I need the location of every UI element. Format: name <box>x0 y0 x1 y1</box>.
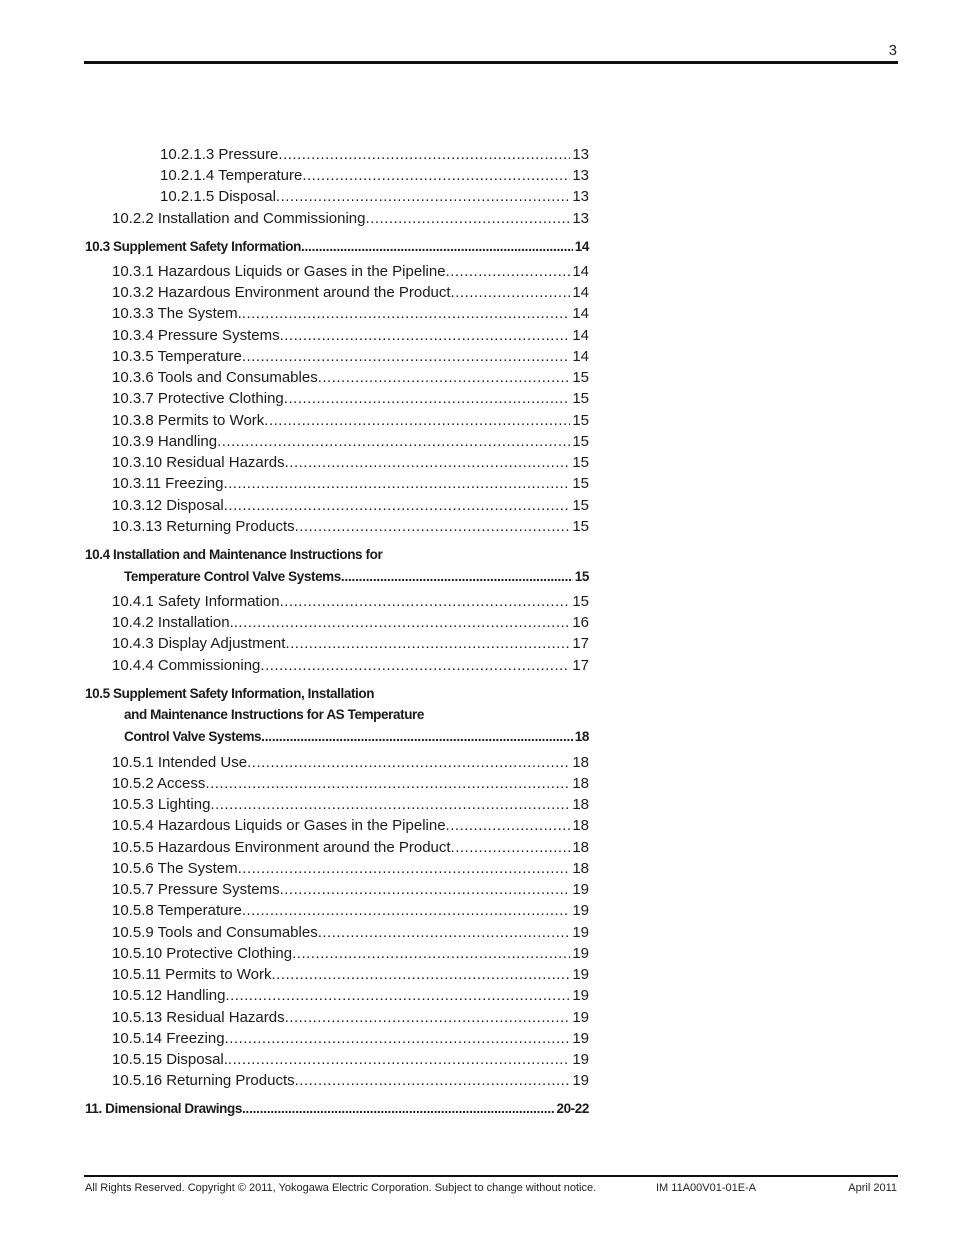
toc-entry-page: 14 <box>572 284 589 301</box>
toc-entry[interactable] <box>112 614 589 631</box>
dot-leader <box>242 1101 555 1116</box>
toc-entry-page: 15 <box>572 433 589 450</box>
toc-entry-page: 19 <box>572 966 589 983</box>
toc-entry[interactable] <box>112 754 589 771</box>
toc-entry[interactable] <box>112 263 589 280</box>
toc-entry-page: 15 <box>572 369 589 386</box>
toc-entry-title: 10.4.2 Installation. <box>112 614 234 631</box>
toc-entry-title: 10.3.11 Freezing <box>112 475 224 492</box>
toc-entry-page: 13 <box>572 188 589 205</box>
toc-entry-page: 14 <box>572 305 589 322</box>
toc-entry-title: 10.5.11 Permits to Work <box>112 966 272 983</box>
toc-entry-page: 14 <box>572 327 589 344</box>
toc-entry-title: 10.3.9 Handling <box>112 433 218 450</box>
toc-entry-title: 10.3.1 Hazardous Liquids or Gases in the Pipeline <box>112 263 446 280</box>
dot-leader <box>295 1072 571 1089</box>
toc-entry[interactable] <box>112 775 589 792</box>
toc-entry-title: 10.3.10 Residual Hazards <box>112 454 285 471</box>
toc-entry-title: 10.2.1.3 Pressure <box>160 146 279 163</box>
toc-entry-page: 15 <box>572 593 589 610</box>
toc-entry-page: 17 <box>572 635 589 652</box>
dot-leader <box>285 635 570 652</box>
dot-leader <box>280 881 571 898</box>
toc-entry[interactable] <box>112 497 589 514</box>
dot-leader <box>264 412 570 429</box>
dot-leader <box>451 284 571 301</box>
toc-entry-page: 19 <box>572 1051 589 1068</box>
toc-entry-page: 14 <box>572 263 589 280</box>
toc-entry-title: 10.3.3 The System. <box>112 305 242 322</box>
toc-entry[interactable] <box>112 796 589 813</box>
toc-entry-title: 10.3.4 Pressure Systems <box>112 327 280 344</box>
dot-leader <box>451 839 571 856</box>
toc-entry-title: 10.3.12 Disposal <box>112 497 224 514</box>
toc-entry-title: 10.5.9 Tools and Consumables <box>112 924 318 941</box>
toc-entry-title: 10.3.7 Protective Clothing <box>112 390 284 407</box>
footer-copyright: All Rights Reserved. Copyright © 2011, Yokogawa Electric Corporation. Subject to change without notice. <box>85 1182 597 1194</box>
toc-entry[interactable] <box>112 1051 589 1068</box>
toc-section-heading[interactable] <box>124 569 589 584</box>
dot-leader <box>292 945 570 962</box>
toc-entry-page: 19 <box>572 987 589 1004</box>
toc-entry-title: 10.2.1.5 Disposal <box>160 188 276 205</box>
dot-leader <box>217 433 570 450</box>
dot-leader <box>318 924 571 941</box>
toc-entry-page: 19 <box>572 1009 589 1026</box>
toc-entry-title: 11. Dimensional Drawings <box>85 1101 242 1116</box>
dot-leader <box>285 1009 571 1026</box>
toc-entry-page: 19 <box>572 945 589 962</box>
toc-entry-page: 15 <box>572 390 589 407</box>
toc-entry-title: 10.5.12 Handling <box>112 987 226 1004</box>
dot-leader <box>284 390 571 407</box>
dot-leader <box>276 188 570 205</box>
toc-entry-page: 19 <box>572 1072 589 1089</box>
toc-entry[interactable] <box>112 966 589 983</box>
dot-leader <box>242 902 571 919</box>
dot-leader <box>261 729 573 744</box>
dot-leader <box>302 167 570 184</box>
toc-entry-page: 18 <box>572 754 589 771</box>
toc-entry-title: 10.2.1.4 Temperature <box>160 167 303 184</box>
toc-entry-page: 15 <box>574 569 589 584</box>
dot-leader <box>278 146 570 163</box>
toc-entry-page: 15 <box>572 412 589 429</box>
toc-entry-page: 19 <box>572 1030 589 1047</box>
toc-entry[interactable] <box>160 146 589 163</box>
toc-entry[interactable] <box>112 348 589 365</box>
toc-entry-title: 10.3.5 Temperature <box>112 348 242 365</box>
dot-leader <box>225 987 570 1004</box>
dot-leader <box>301 239 573 254</box>
toc-section-heading[interactable] <box>124 729 589 744</box>
toc-entry[interactable] <box>112 390 589 407</box>
toc-entry[interactable] <box>112 305 589 322</box>
toc-entry[interactable] <box>160 188 589 205</box>
toc-entry[interactable] <box>112 1072 589 1089</box>
dot-leader <box>242 348 571 365</box>
toc-section-heading-line: and Maintenance Instructions for AS Temperature <box>124 707 425 722</box>
toc-entry-page: 18 <box>572 817 589 834</box>
toc-entry-title: 10.5.6 The System <box>112 860 238 877</box>
toc-entry-title: 10.5.1 Intended Use <box>112 754 248 771</box>
dot-leader <box>318 369 571 386</box>
dot-leader <box>225 1030 571 1047</box>
toc-entry-title: 10.3.6 Tools and Consumables <box>112 369 318 386</box>
toc-entry-title: 10.3.2 Hazardous Environment around the Product <box>112 284 451 301</box>
toc-entry-page: 15 <box>572 497 589 514</box>
toc-entry-page: 18 <box>572 839 589 856</box>
toc-section-heading-line: 10.4 Installation and Maintenance Instructions for <box>85 547 383 562</box>
dot-leader <box>210 796 570 813</box>
toc-entry-page: 13 <box>572 146 589 163</box>
toc-entry[interactable] <box>112 412 589 429</box>
toc-entry[interactable] <box>112 1030 589 1047</box>
toc-entry-page: 15 <box>572 475 589 492</box>
toc-entry[interactable] <box>160 167 589 184</box>
toc-entry-title: 10.5.15 Disposal. <box>112 1051 228 1068</box>
toc-entry-title: 10.4.3 Display Adjustment <box>112 635 286 652</box>
toc-entry-title: 10.5.16 Returning Products <box>112 1072 295 1089</box>
dot-leader <box>242 305 571 322</box>
toc-entry[interactable] <box>112 1009 589 1026</box>
footer-doc-id: IM 11A00V01-01E-A <box>656 1182 757 1194</box>
toc-entry-title: 10.3 Supplement Safety Information <box>85 239 301 254</box>
toc-entry-title: 10.4.4 Commissioning <box>112 657 261 674</box>
toc-entry-page: 20-22 <box>556 1101 589 1116</box>
toc-entry[interactable] <box>112 210 589 227</box>
toc-entry-title: 10.5.13 Residual Hazards <box>112 1009 285 1026</box>
toc-entry[interactable] <box>112 817 589 834</box>
toc-entry-title: 10.5.14 Freezing <box>112 1030 225 1047</box>
toc-entry-title: 10.5.5 Hazardous Environment around the Product <box>112 839 451 856</box>
dot-leader <box>285 454 571 471</box>
toc-entry[interactable] <box>112 860 589 877</box>
dot-leader <box>238 860 571 877</box>
dot-leader <box>446 263 571 280</box>
dot-leader <box>223 475 570 492</box>
toc-entry-page: 13 <box>572 167 589 184</box>
toc-section-heading[interactable] <box>85 1101 589 1116</box>
toc-entry-page: 17 <box>572 657 589 674</box>
toc-entry-page: 18 <box>572 775 589 792</box>
dot-leader <box>272 966 571 983</box>
page-number: 3 <box>888 42 897 59</box>
toc-entry[interactable] <box>112 839 589 856</box>
dot-leader <box>341 569 573 584</box>
toc-entry-page: 18 <box>572 796 589 813</box>
toc-entry-title: Temperature Control Valve Systems <box>124 569 341 584</box>
toc-entry-title: 10.5.2 Access <box>112 775 206 792</box>
toc-section-heading-line: 10.5 Supplement Safety Information, Installation <box>85 686 375 701</box>
toc-entry[interactable] <box>112 945 589 962</box>
toc-entry-title: 10.5.3 Lighting <box>112 796 211 813</box>
toc-entry-page: 13 <box>572 210 589 227</box>
dot-leader <box>365 210 570 227</box>
dot-leader <box>295 518 571 535</box>
dot-leader <box>228 1051 570 1068</box>
toc-entry-title: Control Valve Systems <box>124 729 262 744</box>
dot-leader <box>224 497 571 514</box>
dot-leader <box>260 657 570 674</box>
toc-entry[interactable] <box>112 881 589 898</box>
toc-entry[interactable] <box>112 902 589 919</box>
toc-entry-title: 10.5.10 Protective Clothing <box>112 945 293 962</box>
toc-entry[interactable] <box>112 433 589 450</box>
toc-entry[interactable] <box>112 924 589 941</box>
toc-entry-page: 16 <box>572 614 589 631</box>
toc-entry-page: 19 <box>572 924 589 941</box>
toc-entry[interactable] <box>112 657 589 674</box>
header-rule <box>84 61 898 64</box>
toc-entry-page: 19 <box>572 902 589 919</box>
dot-leader <box>234 614 571 631</box>
toc-entry[interactable] <box>112 284 589 301</box>
dot-leader <box>280 593 571 610</box>
toc-entry[interactable] <box>112 327 589 344</box>
toc-entry[interactable] <box>112 369 589 386</box>
dot-leader <box>280 327 571 344</box>
footer-rule <box>84 1175 898 1177</box>
toc-entry-page: 18 <box>572 860 589 877</box>
toc-entry-title: 10.3.13 Returning Products <box>112 518 295 535</box>
toc-entry[interactable] <box>112 518 589 535</box>
toc-entry-title: 10.2.2 Installation and Commissioning <box>112 210 366 227</box>
toc-entry-title: 10.5.7 Pressure Systems <box>112 881 280 898</box>
toc-entry-page: 18 <box>574 729 589 744</box>
dot-leader <box>446 817 571 834</box>
toc-entry-page: 15 <box>572 518 589 535</box>
toc-entry[interactable] <box>112 635 589 652</box>
toc-entry-title: 10.5.8 Temperature <box>112 902 242 919</box>
toc-entry-title: 10.5.4 Hazardous Liquids or Gases in the Pipeline <box>112 817 446 834</box>
dot-leader <box>205 775 570 792</box>
toc-entry-page: 15 <box>572 454 589 471</box>
toc-entry-page: 19 <box>572 881 589 898</box>
toc-entry-title: 10.3.8 Permits to Work <box>112 412 265 429</box>
toc-section-heading[interactable] <box>85 239 589 254</box>
toc-entry[interactable] <box>112 475 589 492</box>
dot-leader <box>247 754 570 771</box>
toc-entry-title: 10.4.1 Safety Information <box>112 593 280 610</box>
toc-entry[interactable] <box>112 593 589 610</box>
footer-date: April 2011 <box>848 1182 897 1194</box>
toc-entry-page: 14 <box>572 348 589 365</box>
toc-entry[interactable] <box>112 987 589 1004</box>
toc-entry[interactable] <box>112 454 589 471</box>
toc-entry-page: 14 <box>574 239 589 254</box>
